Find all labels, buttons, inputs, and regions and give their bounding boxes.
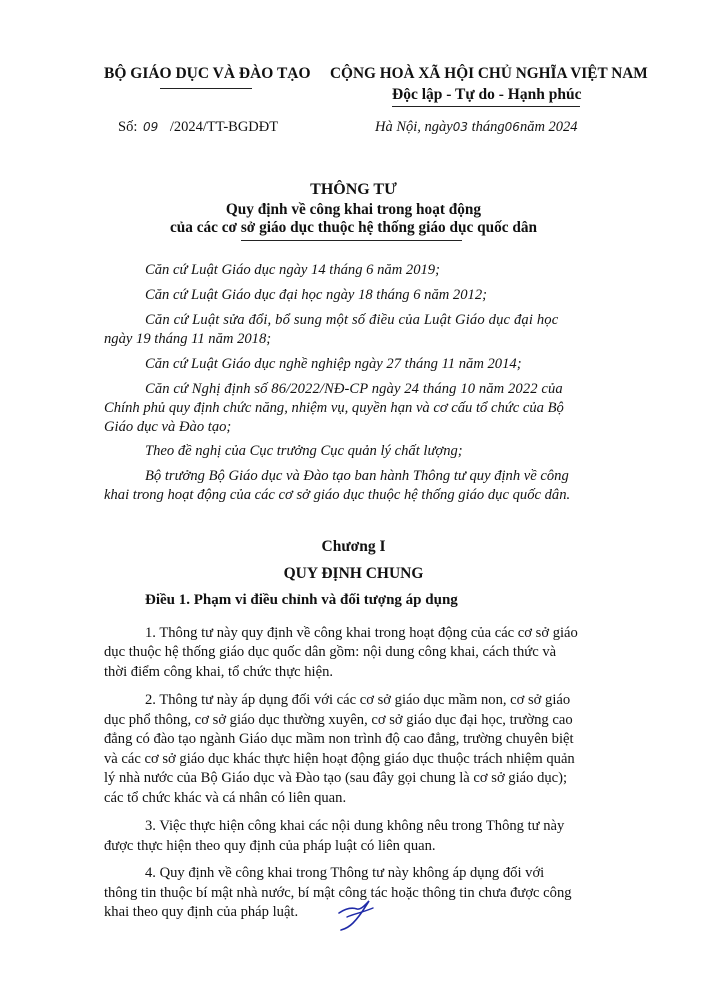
document-number — [118, 119, 278, 136]
title-line-1: Quy định về công khai trong hoạt động — [225, 201, 482, 218]
motto-underline — [392, 106, 580, 107]
paragraph-line: thời điểm công khai, tổ chức thực hiện. — [104, 664, 334, 680]
preamble-line: Chính phủ quy định chức năng, nhiệm vụ, quyền hạn và cơ cấu tổ chức của Bộ — [104, 400, 564, 416]
number-value: 09 — [142, 120, 159, 134]
preamble-line: Căn cứ Luật sửa đổi, bổ sung một số điều của Luật Giáo dục đại học — [145, 312, 559, 328]
number-prefix: Số: — [118, 119, 138, 135]
paragraph-line: 1. Thông tư này quy định về công khai trong hoạt động của các cơ sở giáo — [145, 625, 578, 641]
year-text: năm 2024 — [519, 119, 578, 135]
preamble-line: Căn cứ Luật Giáo dục ngày 14 tháng 6 năm 2019; — [145, 262, 440, 278]
preamble-line: Theo đề nghị của Cục trưởng Cục quản lý chất lượng; — [145, 443, 463, 459]
preamble-line: Căn cứ Luật Giáo dục nghề nghiệp ngày 27 tháng 11 năm 2014; — [145, 356, 522, 372]
paragraph-line: 4. Quy định về công khai trong Thông tư này không áp dụng đối với — [145, 865, 545, 881]
paragraph-line: đẳng có đào tạo ngành Giáo dục mầm non trình độ cao đẳng, trường chuyên biệt — [104, 731, 574, 747]
place-date-prefix: Hà Nội, ngày — [375, 119, 453, 135]
number-suffix: /2024/TT-BGDĐT — [169, 119, 279, 135]
month-value: 06 — [504, 120, 520, 134]
place-and-date — [375, 119, 578, 136]
paragraph-line: lý nhà nước của Bộ Giáo dục và Đào tạo (sau đây gọi chung là cơ sở giáo dục); — [104, 770, 568, 786]
day-value: 03 — [452, 120, 469, 134]
preamble-line: khai trong hoạt động của các cơ sở giáo dục thuộc hệ thống giáo dục quốc dân. — [104, 487, 571, 503]
country-name: CỘNG HOÀ XÃ HỘI CHỦ NGHĨA VIỆT NAM — [330, 65, 648, 82]
paragraph-line: dục thuộc hệ thống giáo dục quốc dân gồm: nội dung công khai, cách thức và — [104, 644, 557, 660]
paragraph-line: 3. Việc thực hiện công khai các nội dung không nêu trong Thông tư này — [145, 818, 565, 834]
paragraph-line: dục phổ thông, cơ sở giáo dục thường xuyên, cơ sở giáo dục đại học, trường cao — [104, 712, 573, 728]
preamble-line: Căn cứ Nghị định số 86/2022/NĐ-CP ngày 24 tháng 10 năm 2022 của — [145, 381, 563, 397]
paragraph-line: các tổ chức khác và cá nhân có liên quan. — [104, 790, 347, 806]
title-line-2: của các cơ sở giáo dục thuộc hệ thống giáo dục quốc dân — [169, 219, 538, 236]
preamble-line: ngày 19 tháng 11 năm 2018; — [104, 331, 272, 347]
article-1-heading: Điều 1. Phạm vi điều chỉnh và đối tượng áp dụng — [145, 592, 458, 608]
chapter-label: Chương I — [321, 538, 386, 555]
title-underline — [241, 240, 462, 241]
month-word: tháng — [471, 119, 505, 135]
preamble-line: Căn cứ Luật Giáo dục đại học ngày 18 tháng 6 năm 2012; — [145, 287, 487, 303]
document-type: THÔNG TƯ — [310, 181, 397, 198]
paragraph-line: và các cơ sở giáo dục khác thực hiện hoạt động giáo dục thuộc trách nhiệm quản — [104, 751, 575, 767]
paragraph-line: khai theo quy định của pháp luật. — [104, 904, 299, 920]
initial-signature-mark — [335, 893, 379, 933]
preamble-line: Bộ trưởng Bộ Giáo dục và Đào tạo ban hành Thông tư quy định về công — [145, 468, 569, 484]
ministry-underline — [160, 88, 252, 89]
chapter-title: QUY ĐỊNH CHUNG — [283, 565, 424, 582]
preamble-line: Giáo dục và Đào tạo; — [104, 419, 232, 435]
paragraph-line: được thực hiện theo quy định của pháp luật có liên quan. — [104, 838, 436, 854]
national-motto: Độc lập - Tự do - Hạnh phúc — [392, 86, 582, 103]
paragraph-line: 2. Thông tư này áp dụng đối với các cơ sở giáo dục mầm non, cơ sở giáo — [145, 692, 571, 708]
ministry-name: BỘ GIÁO DỤC VÀ ĐÀO TẠO — [104, 65, 311, 82]
paragraph-line: thông tin thuộc bí mật nhà nước, bí mật công tác hoặc thông tin chưa được công — [104, 885, 572, 901]
